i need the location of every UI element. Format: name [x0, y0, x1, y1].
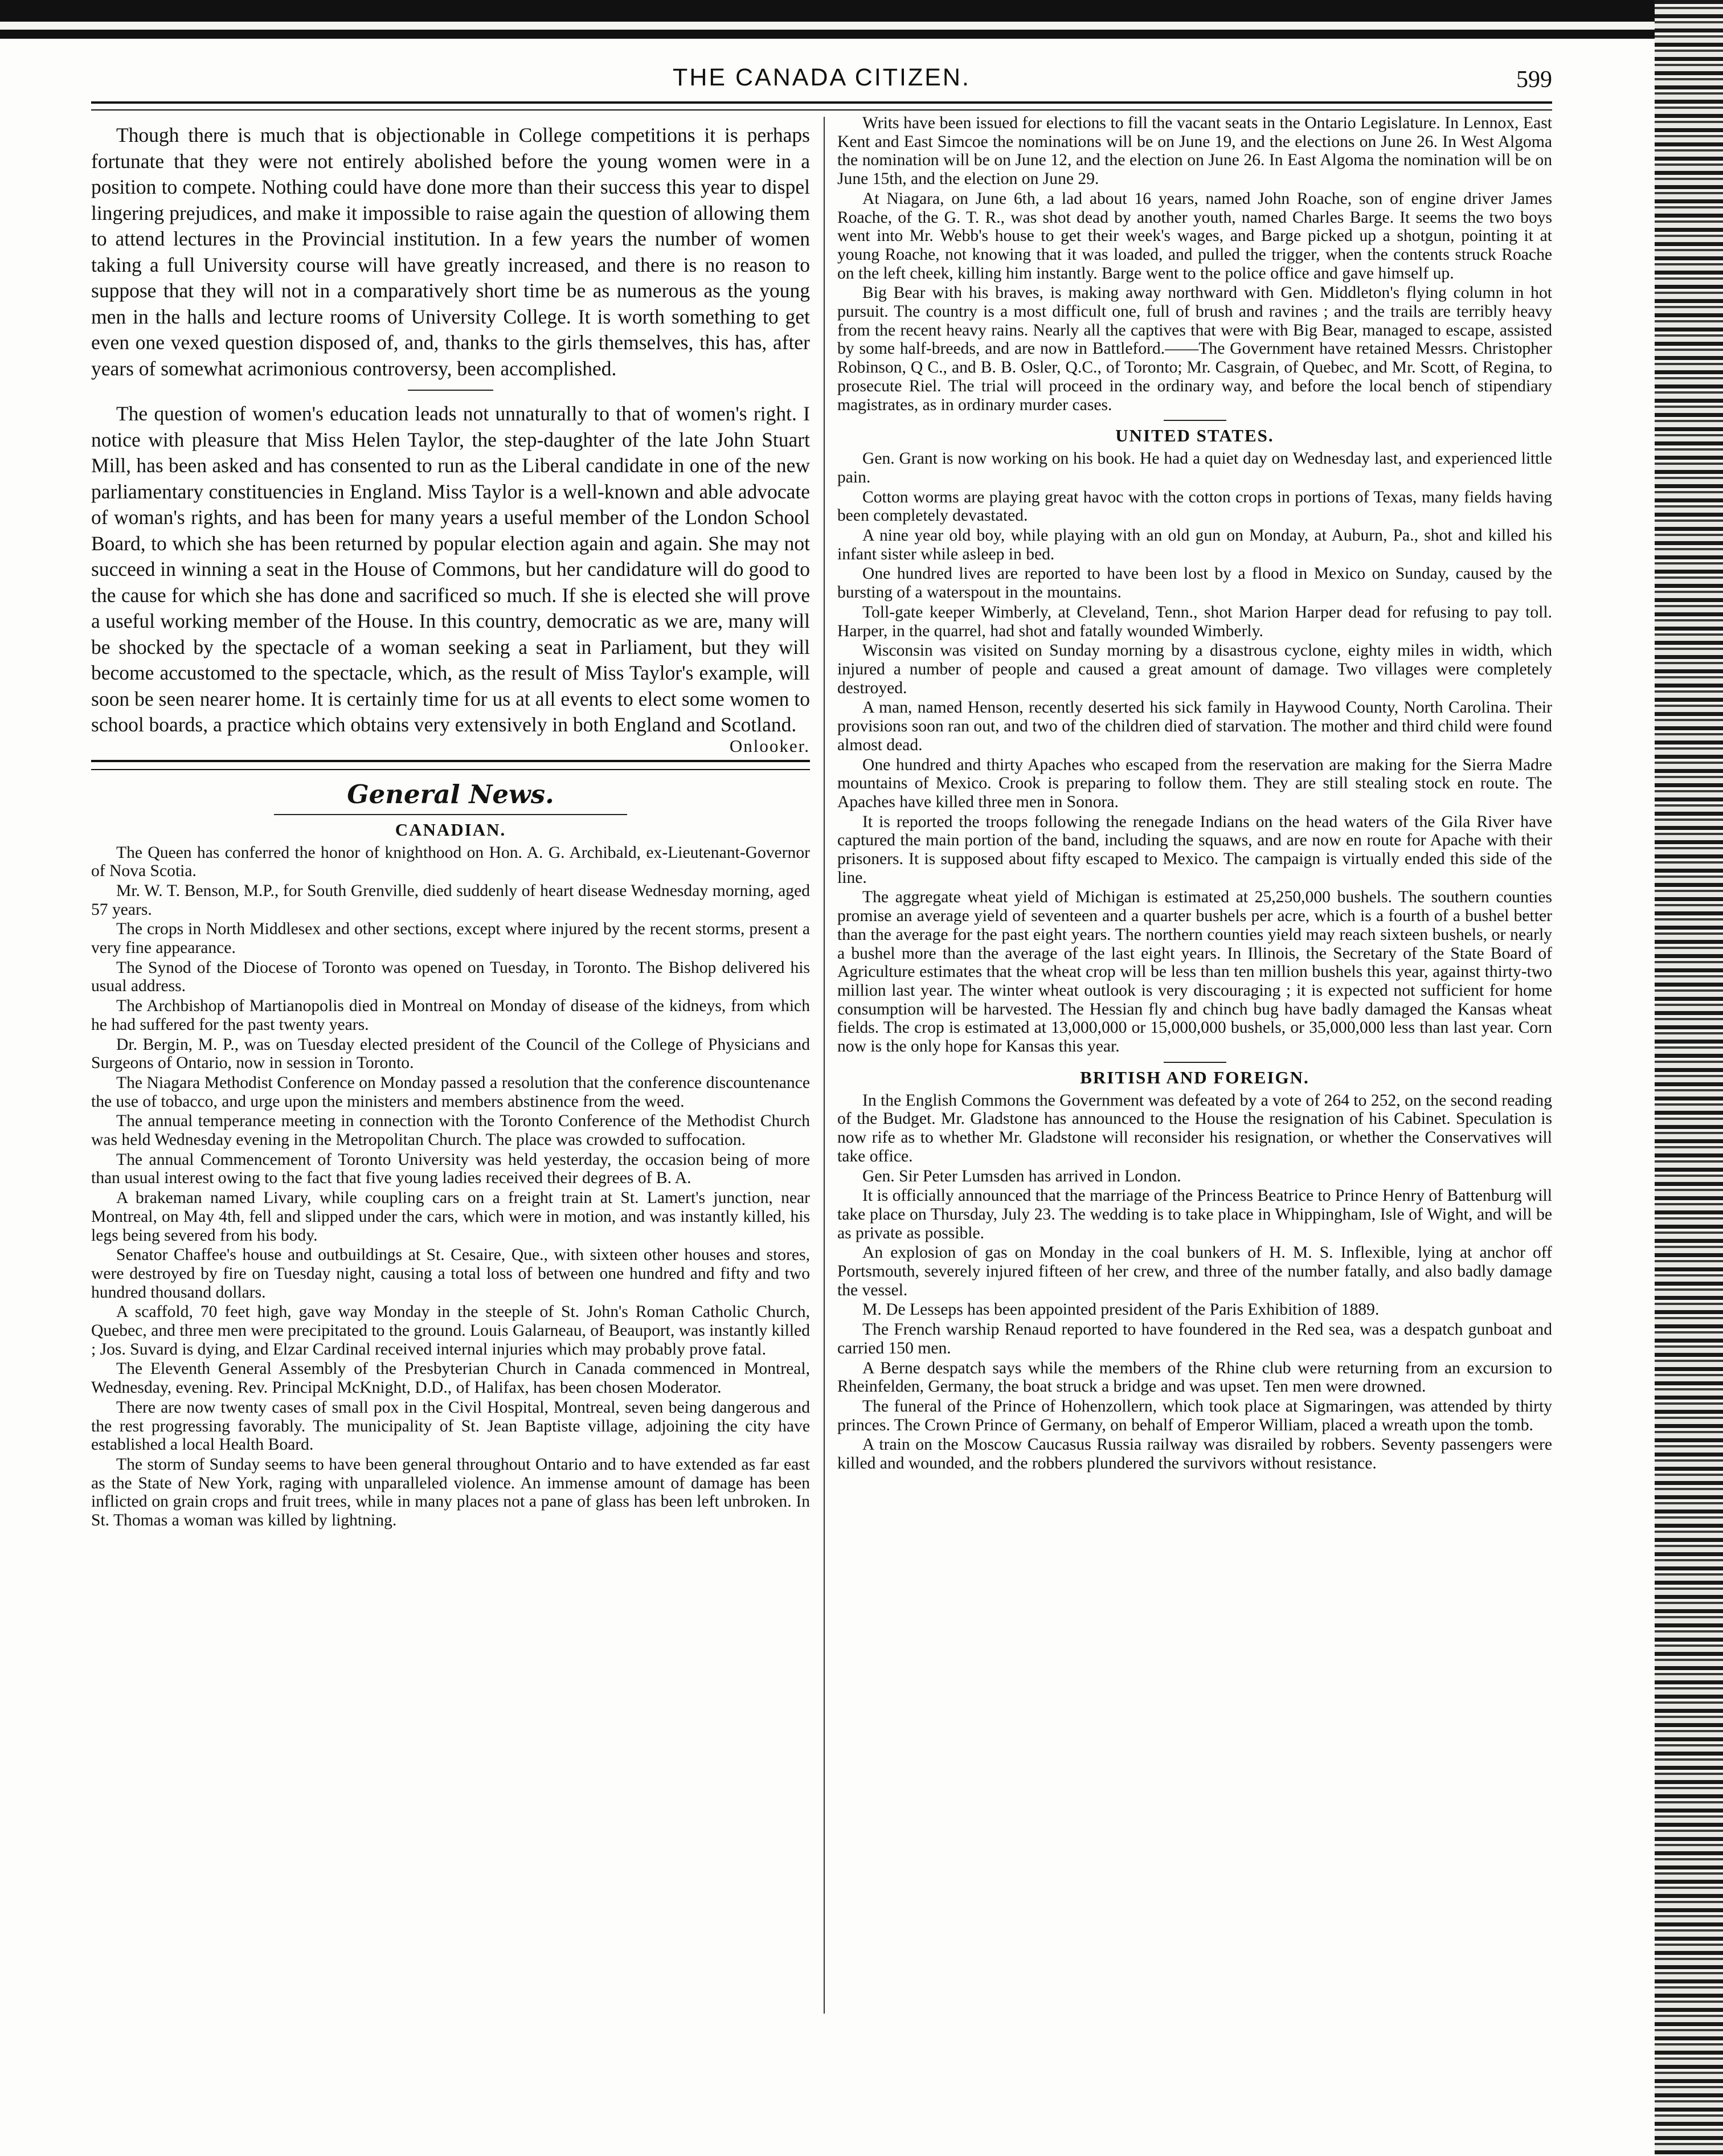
running-header	[91, 64, 1552, 104]
news-item: It is reported the troops following the renegade Indians on the head waters of the Gila River have captured the main portion of the band, including the squaws, and are now en route for Apache with their prisoners. It is supposed about fifty escaped to Mexico. The campaign is virtually ended this side of the line.	[837, 812, 1552, 887]
news-item: At Niagara, on June 6th, a lad about 16 years, named John Roache, son of engine driver James Roache, of the G. T. R., was shot dead by another youth, named Charles Barge. It seems the two boys went into Mr. Webb's house to get their week's wages, and Barge picked up a shotgun, pointing it at young Roache, not knowing that it was loaded, and pulled the trigger, when the contents struck Roache on the left cheek, killing him instantly. Barge went to the police office and gave himself up.	[837, 189, 1552, 283]
essay-paragraph: The question of women's education leads not unnaturally to that of women's right. I notice with pleasure that Miss Helen Taylor, the step-daughter of the late John Stuart Mill, has been asked and has consented to run as the Liberal candidate in one of the new parliamentary constituencies in England. Miss Taylor is a well-known and able advocate of woman's rights, and has been for many years a useful member of the London School Board, to which she has been returned by popular election again and again. She may not succeed in winning a seat in the House of Commons, but her candidature will do good to the cause for which she has done and sacrificed so much. If she is elected she will prove a useful working member of the House. In this country, democratic as we are, many will be shocked by the spectacle of a woman seeking a seat in Parliament, but they will become accustomed to the spectacle, which, as the result of Miss Taylor's example, will soon be seen nearer home. It is certainly time for us at all events to elect some women to school boards, a practice which obtains very extensively in both England and Scotland.	[91, 402, 810, 736]
news-item: A brakeman named Livary, while coupling cars on a freight train at St. Lamert's junction, near Montreal, on May 4th, fell and slipped under the cars, which were in motion, and was instantly killed, his legs being severed from his body.	[91, 1189, 810, 1245]
news-item: The French warship Renaud reported to have foundered in the Red sea, was a despatch gunboat and carried 150 men.	[837, 1320, 1552, 1357]
canadian-news	[91, 844, 810, 1530]
onlooker-essay	[91, 122, 810, 756]
column-divider	[824, 117, 825, 2014]
news-item: A train on the Moscow Caucasus Russia railway was disrailed by robbers. Seventy passengers were killed and wounded, and the robbers plundered the survivors without resistance.	[837, 1435, 1552, 1473]
news-item: Toll-gate keeper Wimberly, at Cleveland, Tenn., shot Marion Harper dead for refusing to pay toll. Harper, in the quarrel, had shot and fatally wounded Wimberly.	[837, 603, 1552, 640]
news-item: Big Bear with his braves, is making away northward with Gen. Middleton's flying column in hot pursuit. The country is a most difficult one, full of brush and ravines ; and the trails are terribly heavy from the recent heavy rains. Nearly all the captives that were with Big Bear, managed to escape, assisted by some half-breeds, and are now in Battleford.——The Government have retained Messrs. Christopher Robinson, Q C., and B. B. Osler, Q.C., of Toronto; Mr. Casgrain, of Quebec, and Mr. Scott, of Regina, to prosecute Riel. The trial will proceed in the ordinary way, and before the local bench of stipendiary magistrates, as in ordinary murder cases.	[837, 284, 1552, 414]
news-item: Senator Chaffee's house and outbuildings at St. Cesaire, Que., with sixteen other houses and stores, were destroyed by fire on Tuesday night, causing a total loss of between one hundred and fifty and two hundred thousand dollars.	[91, 1246, 810, 1302]
news-item: A scaffold, 70 feet high, gave way Monday in the steeple of St. John's Roman Catholic Church, Quebec, and three men were precipitated to the ground. Louis Galarneau, of Beauport, was instantly killed ; Jos. Suvard is dying, and Elzar Cardinal received internal injuries which may probably prove fatal.	[91, 1303, 810, 1359]
section-separator	[1164, 1062, 1226, 1063]
right-column	[837, 114, 1552, 1473]
news-item: Writs have been issued for elections to fill the vacant seats in the Ontario Legislature. In Lennox, East Kent and East Simcoe the nominations will be on June 19, and the elections on June 26. In West Algoma the nomination will be on June 12, and the election on June 26. In East Algoma the nomination will be on June 15th, and the election on June 29.	[837, 114, 1552, 189]
canadian-news-continued	[837, 114, 1552, 414]
news-item: The Synod of the Diocese of Toronto was opened on Tuesday, in Toronto. The Bishop delivered his usual address.	[91, 958, 810, 996]
essay-signature: Onlooker.	[729, 735, 810, 756]
news-item: A Berne despatch says while the members of the Rhine club were returning from an excursion to Rheinfelden, Germany, the boat struck a bridge and was upset. Ten men were drowned.	[837, 1359, 1552, 1396]
british-foreign-heading: BRITISH AND FOREIGN.	[1080, 1067, 1309, 1087]
news-item: Gen. Sir Peter Lumsden has arrived in London.	[862, 1167, 1181, 1185]
section-separator	[1164, 420, 1226, 421]
news-item: Gen. Grant is now working on his book. He had a quiet day on Wednesday last, and experienced little pain.	[837, 449, 1552, 486]
news-item: The Eleventh General Assembly of the Presbyterian Church in Canada commenced in Montreal, Wednesday, evening. Rev. Principal McKnight, D.D., of Halifax, has been chosen Moderator.	[91, 1360, 810, 1397]
united-states-news	[837, 449, 1552, 1056]
news-item: The funeral of the Prince of Hohenzollern, which took place at Sigmaringen, was attended by thirty princes. The Crown Prince of Germany, on behalf of Emperor William, placed a wreath upon the tomb.	[837, 1397, 1552, 1434]
news-item: M. De Lesseps has been appointed president of the Paris Exhibition of 1889.	[862, 1300, 1380, 1319]
news-item: The Queen has conferred the honor of knighthood on Hon. A. G. Archibald, ex-Lieutenant-Governor of Nova Scotia.	[91, 843, 810, 881]
paragraph-separator	[408, 390, 493, 391]
news-item: The aggregate wheat yield of Michigan is estimated at 25,250,000 bushels. The southern counties promise an average yield of seventeen and a quarter bushels per acre, which is a fourth of a bushel better than the average for the past eight years. The northern counties yield may reach sixteen bushels, or nearly a bushel more than the average of the last eight years. In Illinois, the Secretary of the State Board of Agriculture estimates that the wheat crop will be less than ten million bushels this year, against thirty-two million last year. The winter wheat outlook is very discouraging ; it is expected not sufficient for home consumption will be harvested. The Hessian fly and chinch bug have badly damaged the Kansas wheat fields. The crop is estimated at 13,000,000 or 15,000,000 bushels, or 35,000,000 less than last year. Corn now is the only hope for Kansas this year.	[837, 888, 1552, 1056]
news-item: The Archbishop of Martianopolis died in Montreal on Monday of disease of the kidneys, from which he had suffered for the past twenty years.	[91, 997, 810, 1034]
news-item: A man, named Henson, recently deserted his sick family in Haywood County, North Carolina. Their provisions soon ran out, and two of the children died of starvation. The mother and third child were found almost dead.	[837, 698, 1552, 754]
news-item: The crops in North Middlesex and other sections, except where injured by the recent storms, present a very fine appearance.	[91, 920, 810, 958]
united-states-heading: UNITED STATES.	[1115, 426, 1274, 446]
news-item: One hundred and thirty Apaches who escaped from the reservation are making for the Sierra Madre mountains of Mexico. Crook is preparing to follow them. They are still stealing stock en route. The Apaches have killed three men in Sonora.	[837, 755, 1552, 811]
news-item: It is officially announced that the marriage of the Princess Beatrice to Prince Henry of Battenburg will take place on Thursday, July 23. The wedding is to take place in Whippingham, Isle of Wight, and will be as private as possible.	[837, 1187, 1552, 1242]
news-item: There are now twenty cases of small pox in the Civil Hospital, Montreal, seven being dangerous and the rest progressing favorably. The municipality of St. Jean Baptiste village, adjoining the city have established a local Health Board.	[91, 1398, 810, 1454]
news-item: Mr. W. T. Benson, M.P., for South Grenville, died suddenly of heart disease Wednesday morning, aged 57 years.	[91, 881, 810, 919]
news-item: The storm of Sunday seems to have been general throughout Ontario and to have extended as far east as the State of New York, raging with unparalleled violence. An immense amount of damage has been inflicted on grain crops and fruit trees, while in many places not a pane of glass has been left unbroken. In St. Thomas a woman was killed by lightning.	[91, 1455, 810, 1530]
top-black-border	[0, 0, 1723, 39]
news-item: Wisconsin was visited on Sunday morning by a disastrous cyclone, eighty miles in width, which injured a number of people and caused a great amount of damage. Two villages were completely destroyed.	[837, 641, 1552, 697]
british-foreign-news	[837, 1091, 1552, 1473]
news-item: An explosion of gas on Monday in the coal bunkers of H. M. S. Inflexible, lying at anchor off Portsmouth, severely injured fifteen of her crew, and three of the number fatally, and also badly damage the vessel.	[837, 1243, 1552, 1299]
essay-paragraph: Though there is much that is objectionable in College competitions it is perhaps fortunate that they were not entirely abolished before the young women were in a position to compete. Nothing could have done more than their success this year to dispel lingering prejudices, and make it impossible to raise again the question of allowing them to attend lectures in the Provincial institution. In a few years the number of women taking a full University course will have greatly increased, and there is no reason to suppose that they will not in a comparatively short time be as numerous as the young men in the halls and lecture rooms of University College. It is worth something to get even one vexed question disposed of, and, thanks to the girls themselves, this has, after years of somewhat acrimonious controversy, been accomplished.	[91, 124, 810, 380]
heading-underline	[274, 814, 627, 815]
section-rule	[91, 760, 810, 770]
scanned-page-edge	[1655, 0, 1723, 2156]
news-item: One hundred lives are reported to have been lost by a flood in Mexico on Sunday, caused by the bursting of a waterspout in the mountains.	[837, 564, 1552, 602]
news-item: The Niagara Methodist Conference on Monday passed a resolution that the conference discountenance the use of tobacco, and urge upon the ministers and members abstinence from the weed.	[91, 1073, 810, 1111]
general-news-heading: General News.	[347, 779, 554, 809]
news-item: The annual Commencement of Toronto University was held yesterday, the occasion being of more than usual interest owing to the fact that five young ladies received their degrees of B. A.	[91, 1150, 810, 1188]
news-item: In the English Commons the Government was defeated by a vote of 264 to 252, on the second reading of the Budget. Mr. Gladstone has announced to the House the resignation of his Cabinet. Speculation is now rife as to whether Mr. Gladstone will reconsider his resignation, or whether the Conservatives will take office.	[837, 1091, 1552, 1165]
left-column	[91, 122, 810, 1530]
news-item: Cotton worms are playing great havoc with the cotton crops in portions of Texas, many fields having been completely devastated.	[837, 488, 1552, 525]
page-number: 599	[1516, 67, 1552, 93]
news-item: The annual temperance meeting in connection with the Toronto Conference of the Methodist Church was held Wednesday evening in the Metropolitan Church. The place was crowded to suffocation.	[91, 1112, 810, 1149]
news-item: A nine year old boy, while playing with an old gun on Monday, at Auburn, Pa., shot and killed his infant sister while asleep in bed.	[837, 526, 1552, 563]
masthead-title: THE CANADA CITIZEN.	[673, 64, 971, 91]
header-rule	[91, 101, 1552, 111]
news-item: Dr. Bergin, M. P., was on Tuesday elected president of the Council of the College of Physicians and Surgeons of Ontario, now in session in Toronto.	[91, 1035, 810, 1073]
canadian-heading: CANADIAN.	[395, 819, 506, 840]
